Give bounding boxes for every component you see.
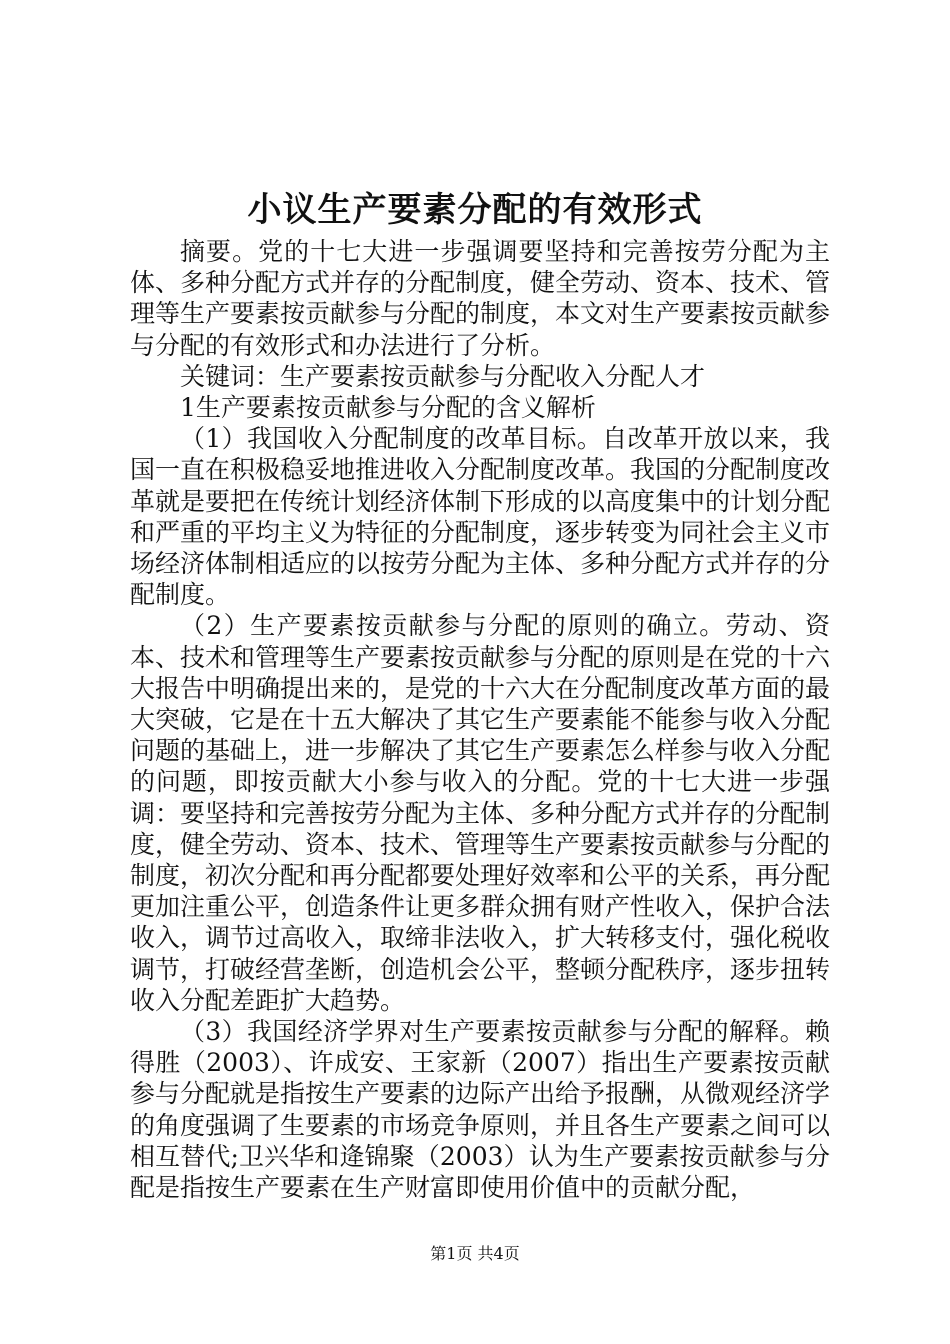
abstract-paragraph: 摘要。党的十七大进一步强调要坚持和完善按劳分配为主体、多种分配方式并存的分配制度，健全劳动、资本、技术、管理等生产要素按贡献参与分配的制度，本文对生产要素按贡献参与分配的有效形式和办法进行了分析。 bbox=[130, 237, 831, 360]
document-title: 小议生产要素分配的有效形式 bbox=[247, 190, 703, 230]
body-paragraph: （3）我国经济学界对生产要素按贡献参与分配的解释。赖得胜（2003）、许成安、王家新（2007）指出生产要素按贡献参与分配就是指按生产要素的边际产出给予报酬，从微观经济学的角度强调了生要素的市场竞争原则，并且各生产要素之间可以相互替代;卫兴华和逄锦聚（2003）认为生产要素按贡献参与分配是指按生产要素在生产财富即使用价值中的贡献分配， bbox=[130, 1017, 831, 1203]
document-body bbox=[130, 236, 830, 1203]
section-heading: 1生产要素按贡献参与分配的含义解析 bbox=[180, 393, 596, 423]
page-number-footer: 第1页 共4页 bbox=[430, 1244, 520, 1263]
body-paragraph: （1）我国收入分配制度的改革目标。自改革开放以来，我国一直在积极稳妥地推进收入分配制度改革。我国的分配制度改革就是要把在传统计划经济体制下形成的以高度集中的计划分配和严重的平均主义为特征的分配制度，逐步转变为同社会主义市场经济体制相适应的以按劳分配为主体、多种分配方式并存的分配制度。 bbox=[130, 424, 831, 610]
body-paragraph: （2）生产要素按贡献参与分配的原则的确立。劳动、资本、技术和管理等生产要素按贡献参与分配的原则是在党的十六大报告中明确提出来的，是党的十六大在分配制度改革方面的最大突破，它是在十五大解决了其它生产要素能不能参与收入分配问题的基础上，进一步解决了其它生产要素怎么样参与收入分配的问题，即按贡献大小参与收入的分配。党的十七大进一步强调：要坚持和完善按劳分配为主体、多种分配方式并存的分配制度，健全劳动、资本、技术、管理等生产要素按贡献参与分配的制度，初次分配和再分配都要处理好效率和公平的关系，再分配更加注重公平，创造条件让更多群众拥有财产性收入，保护合法收入，调节过高收入，取缔非法收入，扩大转移支付，强化税收调节，打破经营垄断，创造机会公平，整顿分配秩序，逐步扭转收入分配差距扩大趋势。 bbox=[130, 611, 831, 1015]
keywords-line: 关键词：生产要素按贡献参与分配收入分配人才 bbox=[180, 361, 706, 391]
